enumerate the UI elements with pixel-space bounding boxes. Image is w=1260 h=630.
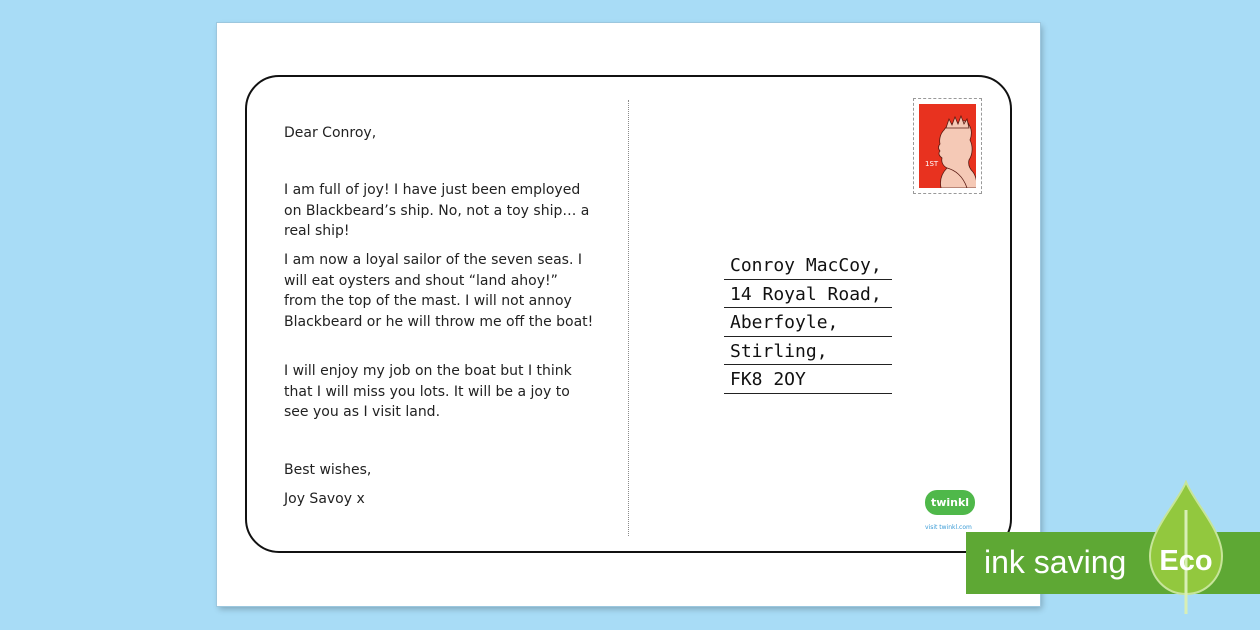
stamp-face [919, 104, 976, 188]
address-line-town: Aberfoyle, [724, 308, 892, 337]
letter-paragraph-3: I will enjoy my job on the boat but I think that I will miss you lots. It will be a joy to see you as I visit land. [284, 363, 572, 420]
stamp-label: 1ST [925, 160, 939, 168]
letter-paragraph-1: I am full of joy! I have just been employed on Blackbeard’s ship. No, not a toy ship… a real ship! [284, 182, 590, 239]
address-line-name: Conroy MacCoy, [724, 251, 892, 280]
queen-profile-icon [919, 104, 976, 188]
address-line-postcode: FK8 2OY [724, 365, 892, 394]
letter-paragraph-2: I am now a loyal sailor of the seven seas. I will eat oysters and shout “land ahoy!” from the top of the mast. I will not annoy Blackbeard or he will throw me off the boat! [284, 252, 594, 330]
address-line-region: Stirling, [724, 337, 892, 366]
letter-salutation: Dear Conroy, [284, 125, 377, 141]
twinkl-url: visit twinkl.com [925, 524, 972, 531]
address-block [724, 251, 892, 394]
twinkl-logo [925, 490, 977, 534]
twinkl-logo-text: twinkl [925, 490, 975, 515]
postcard-divider [628, 100, 629, 536]
eco-badge: Eco [1159, 545, 1213, 577]
address-line-street: 14 Royal Road, [724, 280, 892, 309]
letter-signature: Joy Savoy x [284, 491, 365, 507]
postage-stamp [913, 98, 982, 194]
ink-saving-text: ink saving [984, 544, 1127, 580]
letter-closing: Best wishes, [284, 462, 372, 478]
